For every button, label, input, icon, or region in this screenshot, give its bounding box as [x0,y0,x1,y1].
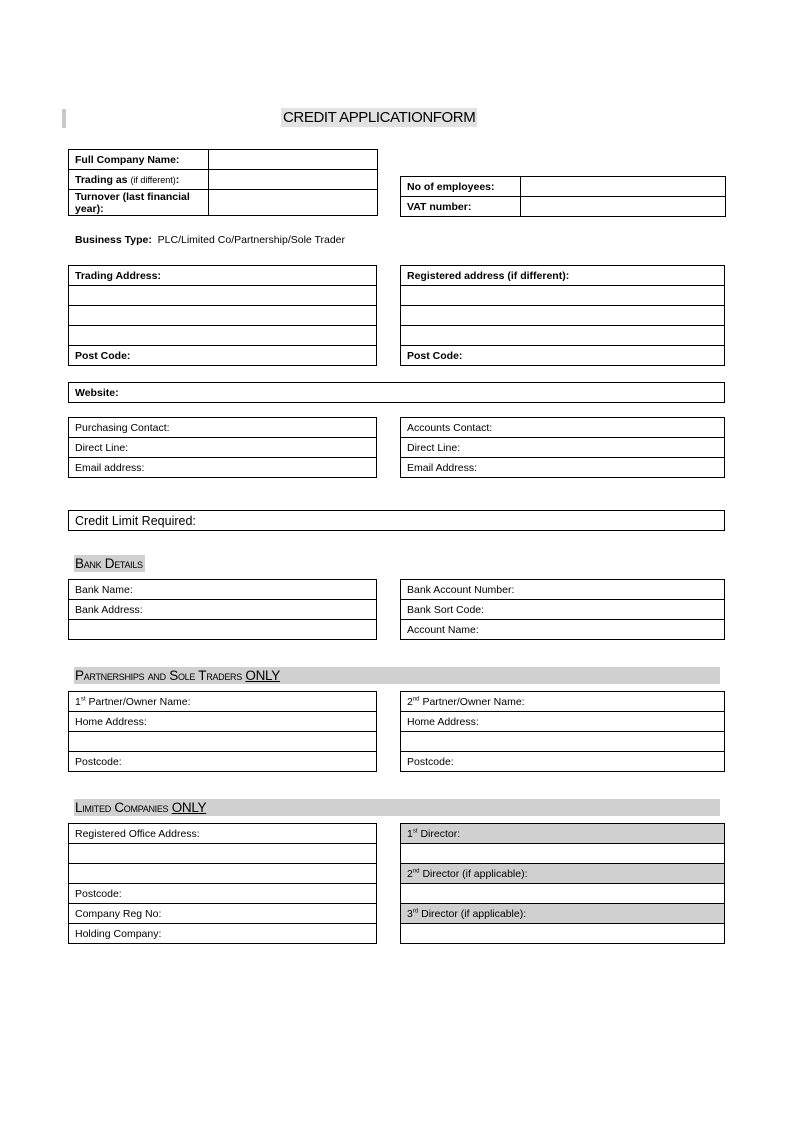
bank-right-table [400,579,725,640]
bank-name-field[interactable]: Bank Name: [69,580,377,600]
business-type-label: Business Type: [75,234,152,246]
accounts-email-field[interactable]: Email Address: [401,458,725,478]
company-reg-no-field[interactable]: Company Reg No: [69,904,377,924]
credit-limit-field[interactable]: Credit Limit Required: [69,511,725,531]
partner-2-name-field[interactable]: 2nd Partner/Owner Name: [401,692,725,712]
purchasing-contact-field[interactable]: Purchasing Contact: [69,418,377,438]
full-company-name-label: Full Company Name: [69,150,209,170]
partner-1-home-address-line-2[interactable] [69,732,377,752]
partnerships-heading: Partnerships and Sole Traders ONLY [74,667,720,684]
partner-1-name-field[interactable]: 1st Partner/Owner Name: [69,692,377,712]
accounts-contact-field[interactable]: Accounts Contact: [401,418,725,438]
margin-marker [62,109,66,128]
registered-address-table [400,265,725,366]
limited-postcode-field[interactable]: Postcode: [69,884,377,904]
partner-2-table [400,691,725,772]
holding-company-field[interactable]: Holding Company: [69,924,377,944]
trading-address-label: Trading Address: [69,266,377,286]
limited-only-emph: ONLY [171,800,207,815]
registered-address-line-2[interactable] [401,306,725,326]
registered-address-line-3[interactable] [401,326,725,346]
credit-limit-table [68,510,725,531]
trading-address-line-3[interactable] [69,326,377,346]
limited-companies-heading: Limited Companies ONLY [74,799,720,816]
partner-2-home-address-line-2[interactable] [401,732,725,752]
website-field[interactable]: Website: [69,383,725,403]
partnerships-only-emph: ONLY [245,668,280,683]
bank-address-field[interactable]: Bank Address: [69,600,377,620]
trading-as-label: Trading as (if different): [69,170,209,190]
bank-address-line-2[interactable] [69,620,377,640]
bank-details-heading: Bank Details [75,556,143,571]
accounts-direct-line-field[interactable]: Direct Line: [401,438,725,458]
purchasing-email-field[interactable]: Email address: [69,458,377,478]
account-name-field[interactable]: Account Name: [401,620,725,640]
employees-field[interactable] [521,177,726,197]
director-3-field[interactable] [401,924,725,944]
partner-2-home-address-field[interactable]: Home Address: [401,712,725,732]
company-info-table [68,149,378,216]
director-3-label: 3rd Director (if applicable): [401,904,725,924]
trading-address-table [68,265,377,366]
bank-account-number-field[interactable]: Bank Account Number: [401,580,725,600]
trading-as-note: (if different) [130,174,176,185]
accounts-contact-table [400,417,725,478]
director-1-label: 1st Director: [401,824,725,844]
trading-address-line-1[interactable] [69,286,377,306]
partner-1-home-address-field[interactable]: Home Address: [69,712,377,732]
director-2-field[interactable] [401,884,725,904]
registered-office-line-2[interactable] [69,844,377,864]
registered-address-label: Registered address (if different): [401,266,725,286]
employees-vat-table [400,176,726,217]
partner-1-postcode-field[interactable]: Postcode: [69,752,377,772]
registered-office-line-3[interactable] [69,864,377,884]
turnover-field[interactable] [209,190,378,216]
partner-1-table [68,691,377,772]
full-company-name-field[interactable] [209,150,378,170]
trading-post-code[interactable]: Post Code: [69,346,377,366]
trading-as-field[interactable] [209,170,378,190]
director-1-field[interactable] [401,844,725,864]
business-type [75,234,345,246]
trading-address-line-2[interactable] [69,306,377,326]
partner-2-postcode-field[interactable]: Postcode: [401,752,725,772]
registered-post-code[interactable]: Post Code: [401,346,725,366]
registered-office-address-field[interactable]: Registered Office Address: [69,824,377,844]
vat-label: VAT number: [401,197,521,217]
website-table [68,382,725,403]
employees-label: No of employees: [401,177,521,197]
director-2-label: 2nd Director (if applicable): [401,864,725,884]
directors-table [400,823,725,944]
purchasing-contact-table [68,417,377,478]
bank-left-table [68,579,377,640]
business-type-options[interactable]: PLC/Limited Co/Partnership/Sole Trader [157,234,346,246]
vat-field[interactable] [521,197,726,217]
purchasing-direct-line-field[interactable]: Direct Line: [69,438,377,458]
form-title: CREDIT APPLICATIONFORM [283,109,476,126]
turnover-label: Turnover (last financial year): [69,190,209,216]
bank-sort-code-field[interactable]: Bank Sort Code: [401,600,725,620]
limited-left-table [68,823,377,944]
registered-address-line-1[interactable] [401,286,725,306]
